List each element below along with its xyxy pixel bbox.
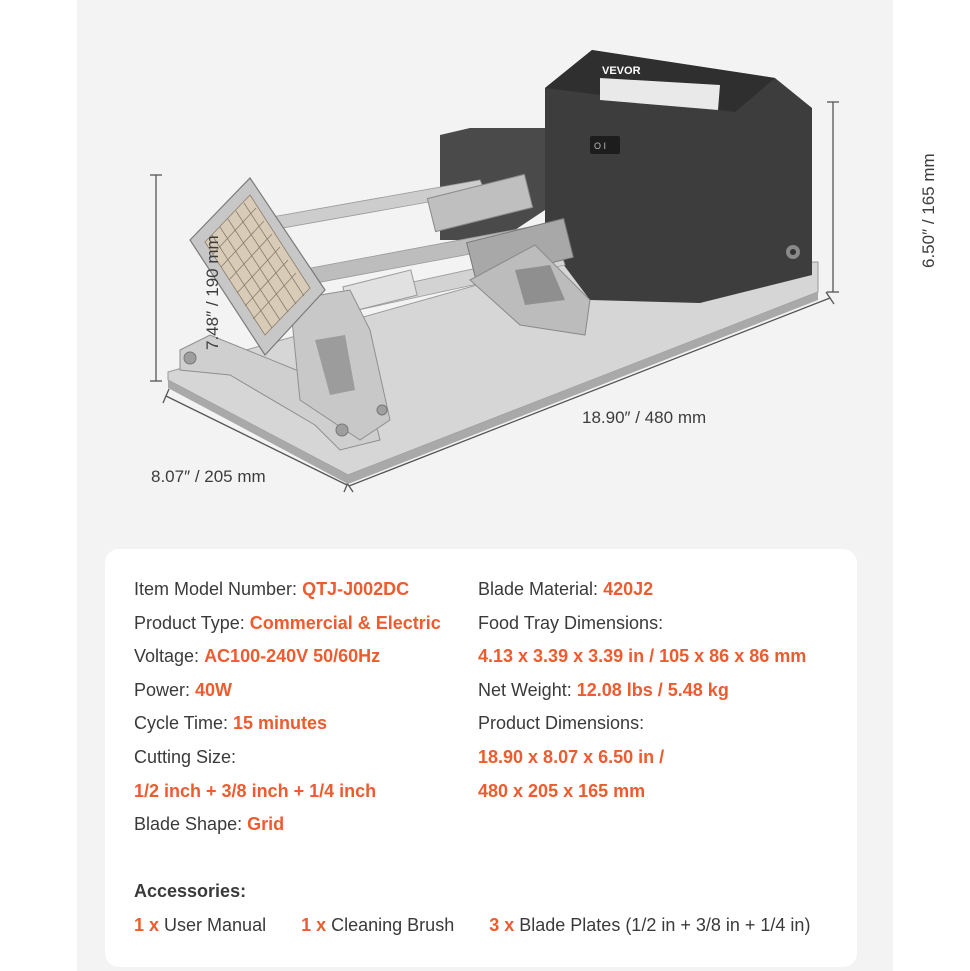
- spec-model-number: Item Model Number: QTJ-J002DC: [134, 579, 410, 599]
- product-image-area: [77, 0, 938, 540]
- accessories-list: [134, 915, 840, 936]
- spec-voltage: Voltage: AC100-240V 50/60Hz: [134, 646, 381, 667]
- spec-cycle-time: Cycle Time: 15 minutes: [134, 713, 328, 734]
- spec-column-left: [134, 573, 441, 842]
- spec-net-weight: Net Weight: 12.08 lbs / 5.48 kg: [478, 679, 729, 700]
- spec-cutting-size-value: 1/2 inch + 3/8 inch + 1/4 inch: [134, 780, 377, 801]
- motor-height-dimension-label: 6.50″ / 165 mm: [919, 153, 938, 268]
- spec-product-dimensions-value-metric: 480 x 205 x 165 mm: [478, 780, 646, 801]
- accessory-blade-plates: 3 x Blade Plates (1/2 in + 3/8 in + 1/4 in): [489, 915, 811, 935]
- spec-blade-shape: Blade Shape: Grid: [134, 814, 285, 835]
- accessory-user-manual: 1 x User Manual: [134, 915, 267, 935]
- width-dimension-label: 8.07″ / 205 mm: [151, 467, 266, 486]
- brand-logo: VEVOR: [602, 65, 641, 77]
- spec-product-type: Product Type: Commercial & Electric: [134, 612, 441, 633]
- specifications-card: [105, 549, 857, 967]
- length-dimension-label: 18.90″ / 480 mm: [582, 408, 707, 427]
- spec-product-dimensions-value: 18.90 x 8.07 x 6.50 in /: [478, 746, 665, 767]
- power-switch-label: O I: [594, 141, 607, 151]
- spec-food-tray-value: 4.13 x 3.39 x 3.39 in / 105 x 86 x 86 mm: [478, 646, 807, 667]
- accessory-cleaning-brush: 1 x Cleaning Brush: [301, 915, 455, 935]
- spec-product-dimensions-label: Product Dimensions:: [478, 713, 645, 734]
- spec-cutting-size-label: Cutting Size:: [134, 746, 237, 767]
- spec-food-tray-label: Food Tray Dimensions:: [478, 612, 664, 633]
- fry-cutter-illustration: [77, 0, 893, 540]
- height-dimension-label: 7.48″ / 190 mm: [203, 235, 222, 350]
- accessories-title: Accessories:: [134, 881, 247, 901]
- spec-blade-material: Blade Material: 420J2: [478, 579, 654, 599]
- spec-power: Power: 40W: [134, 679, 233, 700]
- spec-column-right: [478, 573, 806, 808]
